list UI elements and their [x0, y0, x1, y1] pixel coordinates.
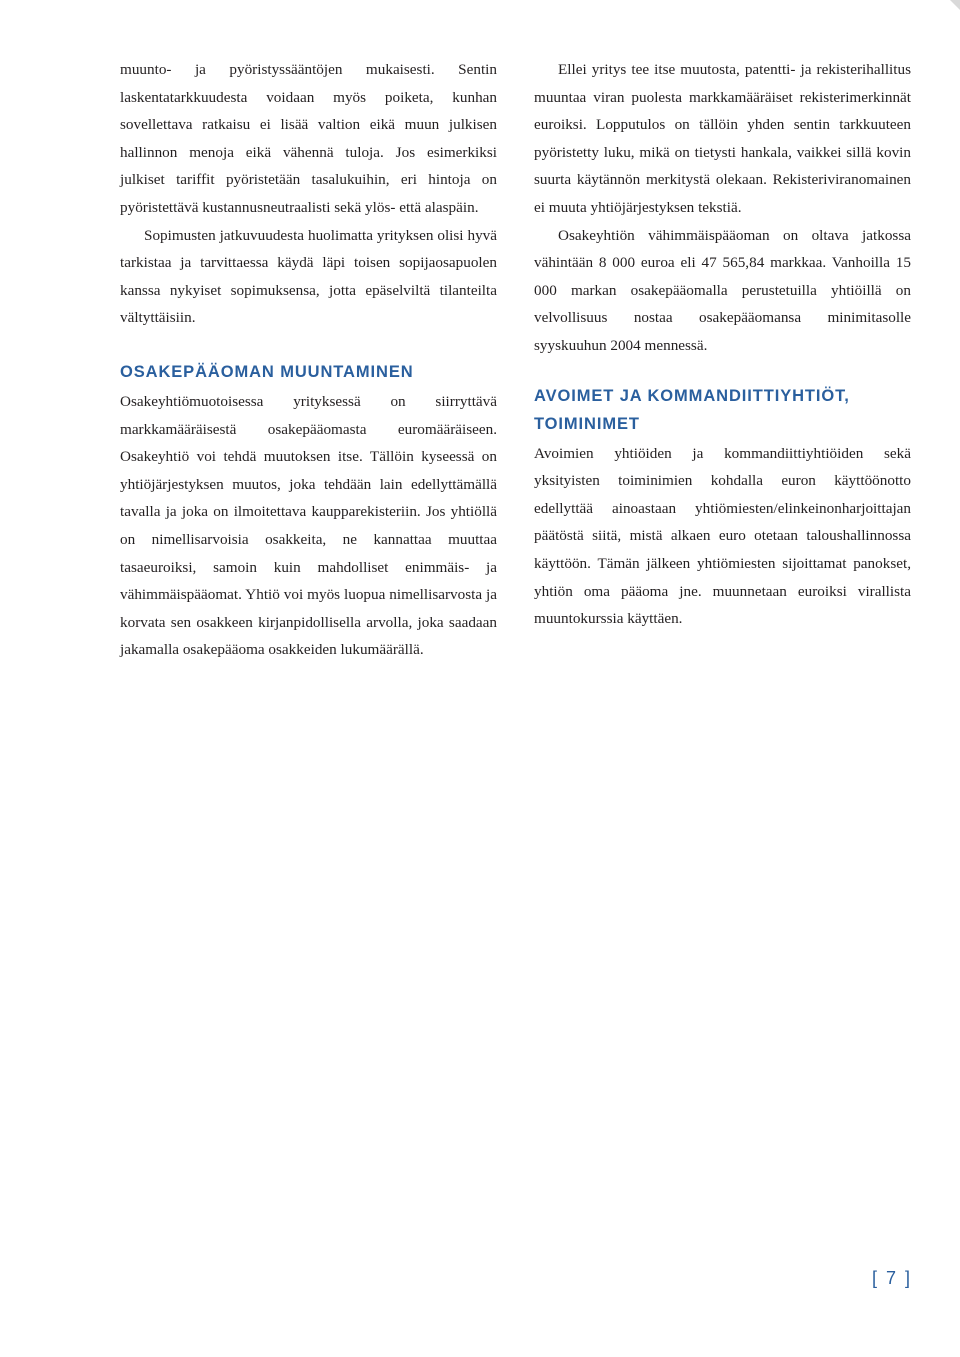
page-corner-mark [950, 0, 960, 10]
paragraph-partnerships-trade-names: Avoimien yhtiöiden ja kommandiittiyhtiöiden sekä yksityisten toiminimien kohdalla euron käyttöönotto edellyttää ainoastaan yhtiömiesten/elinkeinonharjoittajan päätöstä siitä, mistä alkaen euro otetaan taloushallinnossa käyttöön. Tämän jälkeen yhtiömiesten sijoittamat panokset, yhtiön oma pääoma jne. muunnetaan euroiksi virallista muuntokurssia käyttäen. [534, 444, 911, 628]
paragraph-share-capital-conversion: Osakeyhtiömuotoisessa yrityksessä on siirryttävä markkamääräisestä osakepääomasta euromääräiseen. Osakeyhtiö voi tehdä muutoksen itse. Tällöin kyseessä on yhtiöjärjestyksen muutos, joka tehdään lain edellyttämällä tavalla ja joka on ilmoitettava kaupparekisteriin. Jos yhtiöllä on nimellisarvoisia osakkeita, ne kannattaa muuttaa tasaeuroiksi, samoin kuin mahdolliset enimmäis- ja vähimmäispääomat. Yhtiö voi myös luopua nimellisarvosta ja korvata sen osakkeen kirjanpidollisella arvolla, joka saadaan jakamalla osakepääoma osakkeiden lukumäärällä. [120, 392, 497, 659]
paragraph-contract-continuity: Sopimusten jatkuvuudesta huolimatta yrityksen olisi hyvä tarkistaa ja tarvittaessa käydä läpi toisen sopijaosapuolen kanssa nykyiset sopimuksensa, jotta epäselviltä tilanteilta vältyttäisiin. [120, 226, 497, 327]
left-column [120, 56, 497, 664]
paragraph-minimum-capital: Osakeyhtiön vähimmäispääoman on oltava jatkossa vähintään 8 000 euroa eli 47 565,84 markkaa. Vanhoilla 15 000 markan osakepääomalla perustetuilla yhtiöillä on velvollisuus nostaa osakepääomansa minimitasolle syyskuuhun 2004 mennessä. [534, 226, 911, 354]
right-column [534, 56, 911, 633]
paragraph-registry-conversion: Ellei yritys tee itse muutosta, patentti- ja rekisterihallitus muuntaa viran puolesta markkamääräiset rekisterimerkinnät euroiksi. Lopputulos on tällöin yhden sentin tarkkuuteen pyöristetty luku, mikä on tietysti hankala, vaikkei sillä kovin suurta käytännön merkitystä olekaan. Rekisteriviranomainen ei muuta yhtiöjärjestyksen tekstiä. [534, 61, 911, 216]
heading-share-capital-conversion: OSAKEPÄÄOMAN MUUNTAMINEN [120, 362, 414, 381]
heading-partnerships-trade-names: AVOIMET JA KOMMANDIITTIYHTIÖT, TOIMINIMET [534, 386, 850, 433]
paragraph-rounding-rules: muunto- ja pyöristyssääntöjen mukaisesti. Sentin laskentatarkkuudesta voidaan myös poiketa, kunhan sovellettava ratkaisu ei lisää valtion eikä muun julkisen hallinnon menoja eikä vähennä tuloja. Jos esimerkiksi julkiset tariffit pyöristetään tasalukuihin, eri hintoja on pyöristettävä kustannusneutraalisti sekä ylös- että alaspäin. [120, 61, 497, 216]
page-number: [ 7 ] [872, 1268, 913, 1288]
